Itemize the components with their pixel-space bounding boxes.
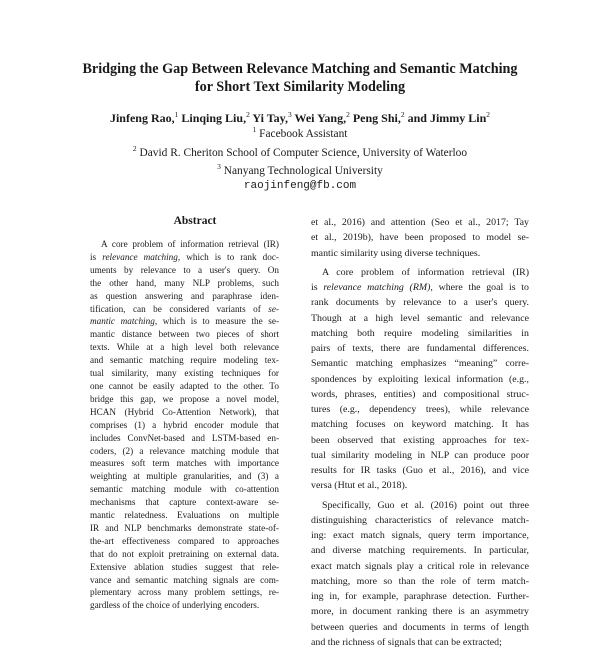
abstract-line: that do not exploit pretraining on external data. bbox=[90, 548, 279, 559]
abstract-line: measures soft term matches with importance bbox=[90, 458, 279, 469]
author-affiliation-mark: 2 bbox=[486, 110, 491, 119]
abstract-line: comprises (1) a hybrid encoder module that bbox=[90, 419, 279, 430]
abstract-line: includes ConvNet-based and LSTM-based en- bbox=[90, 432, 279, 443]
abstract-line: tification, can be considered variants of se- bbox=[90, 303, 279, 314]
abstract-line: bridge this gap, we propose a novel model, bbox=[90, 393, 279, 404]
body-text-line: Semantic matching emphasizes “meaning” corre- bbox=[311, 358, 529, 370]
abstract-line: mechanisms that capture context-aware se- bbox=[90, 497, 279, 508]
abstract-line: weighting at multiple granularities, and (3) a bbox=[90, 471, 279, 482]
body-text-line: more, in document ranking there is an asymmetry bbox=[311, 606, 529, 618]
abstract-heading: Abstract bbox=[173, 215, 217, 227]
body-text-line: and the richness of signals that can be extracted; bbox=[311, 636, 502, 648]
body-text-line: mantic similarity using diverse techniques. bbox=[311, 247, 481, 259]
abstract-body bbox=[90, 238, 279, 612]
body-text-line: tual similarity modeling in NLP can produce poor bbox=[311, 449, 529, 461]
body-text-line: been observed that existing approaches for tex- bbox=[311, 434, 529, 446]
paper-title-line-2: for Short Text Similarity Modeling bbox=[194, 79, 406, 95]
body-text-line: et al., 2016) and attention (Seo et al., 2017; Tay bbox=[311, 217, 529, 228]
paper-title bbox=[60, 60, 540, 96]
abstract-line: plementary across many problem settings, re- bbox=[90, 587, 279, 598]
body-text-line: pairs of texts, there are fundamental differences. bbox=[311, 343, 529, 354]
author-name: Yi Tay,$^3$ bbox=[252, 110, 292, 125]
abstract-line: and semantic matching require modeling tex- bbox=[90, 355, 279, 366]
body-text-line: ing: exact match signals, query term importance, bbox=[311, 530, 529, 541]
body-text-line: matching, more so than the role of term match- bbox=[311, 575, 529, 587]
abstract-line: is relevance matching, which is to rank doc- bbox=[90, 251, 279, 262]
abstract-line: semantic matching module with co-attention bbox=[90, 484, 279, 495]
author-affiliation-mark: 2 bbox=[400, 110, 405, 119]
abstract-line: mantic matching, which is to measure the se- bbox=[90, 316, 279, 327]
abstract-line: the-art effectiveness compared to approaches bbox=[90, 535, 279, 546]
body-text-line: is relevance matching (RM), where the goal is to bbox=[311, 282, 529, 293]
abstract-line: one cannot be easily adapted to the other. To bbox=[90, 380, 279, 391]
body-text-line: Though at a high level semantic and relevance bbox=[311, 312, 529, 324]
body-text-line: Specifically, Guo et al. (2016) point out three bbox=[322, 499, 529, 511]
body-text-line: tures (e.g., dependency trees), while relevance bbox=[311, 404, 529, 415]
body-text-line: matching both require modeling similarities in bbox=[311, 327, 529, 339]
author-affiliation-mark: 1 bbox=[174, 110, 179, 119]
author-name: and bbox=[407, 111, 427, 125]
body-text-line: exact match signals play a critical role in relevance bbox=[311, 560, 529, 572]
abstract-line: the other hand, many NLP problems, such bbox=[90, 277, 279, 288]
author-name: Jimmy Lin$^2$ bbox=[429, 110, 491, 125]
author-affiliation-mark: 3 bbox=[287, 110, 292, 119]
body-text-line: between queries and documents in terms of length bbox=[311, 621, 529, 633]
abstract-line: as question answering and paraphrase iden- bbox=[90, 290, 279, 301]
author-affiliation-mark: 2 bbox=[246, 110, 250, 119]
body-text-line: spondences by exploiting lexical information (e.g., bbox=[311, 373, 529, 385]
author-name: Linqing Liu,$^2$ bbox=[181, 110, 250, 125]
paper-title-line-1: Bridging the Gap Between Relevance Matching and Semantic Matching bbox=[82, 61, 518, 77]
author-name: Peng Shi,$^2$ bbox=[352, 110, 405, 125]
body-text-line: versa (Htut et al., 2018). bbox=[311, 480, 408, 492]
author-name: Jinfeng Rao,$^1$ bbox=[109, 110, 179, 125]
abstract-line: gardless of the choice of underlying encoders. bbox=[90, 600, 260, 611]
body-text-line: rank documents by relevance to a user's query. bbox=[311, 297, 529, 309]
abstract-line: mantic relatedness. Evaluations on multiple bbox=[90, 510, 279, 521]
contact-email: raojinfeng@fb.com bbox=[243, 179, 357, 192]
intro-column bbox=[311, 215, 529, 654]
abstract-line: uments by relevance to a user's query. On bbox=[90, 264, 279, 275]
abstract-line: vance and semantic matching signals are com- bbox=[90, 574, 279, 585]
body-text-line: et al., 2019b), have been proposed to model se- bbox=[311, 232, 529, 244]
abstract-line: A core problem of information retrieval (IR) bbox=[101, 239, 279, 249]
abstract-line: HCAN (Hybrid Co-Attention Network), that bbox=[90, 406, 279, 417]
body-text-line: distinguishing characteristics of relevance match- bbox=[311, 514, 529, 526]
abstract-line: texts. While at a high level both relevance bbox=[90, 342, 279, 353]
body-text-line: ing in, for example, paraphrase detection. Further- bbox=[311, 591, 529, 602]
body-text-line: and diverse matching requirements. In particular, bbox=[311, 545, 529, 557]
body-text-line: A core problem of information retrieval (IR) bbox=[322, 266, 529, 278]
abstract-line: tual similarity, many existing techniques for bbox=[90, 368, 279, 379]
abstract-line: IR and NLP benchmarks demonstrate state-of- bbox=[90, 522, 279, 533]
body-text-line: matching focuses on keyword matching. It has bbox=[311, 419, 529, 431]
body-text-line: words, phrases, entities) and compositional struc- bbox=[311, 388, 529, 400]
author-affiliation-mark: 2 bbox=[346, 110, 350, 119]
abstract-line: mantic distance between two pieces of short bbox=[90, 329, 279, 340]
affiliations bbox=[40, 123, 560, 193]
author-name: Wei Yang,$^2$ bbox=[294, 110, 350, 125]
affiliation-line: $^1$ Facebook Assistant bbox=[252, 125, 348, 140]
affiliation-line: $^3$ Nanyang Technological University bbox=[217, 162, 383, 177]
affiliation-line: $^2$ David R. Cheriton School of Computer Science, University of Waterloo bbox=[132, 143, 468, 159]
body-text-line: results for IR tasks (Guo et al., 2016), and vice bbox=[311, 465, 529, 476]
abstract-line: Extensive ablation studies suggest that rele- bbox=[90, 561, 279, 572]
abstract-line: coders, (2) a relevance matching module that bbox=[90, 445, 279, 456]
